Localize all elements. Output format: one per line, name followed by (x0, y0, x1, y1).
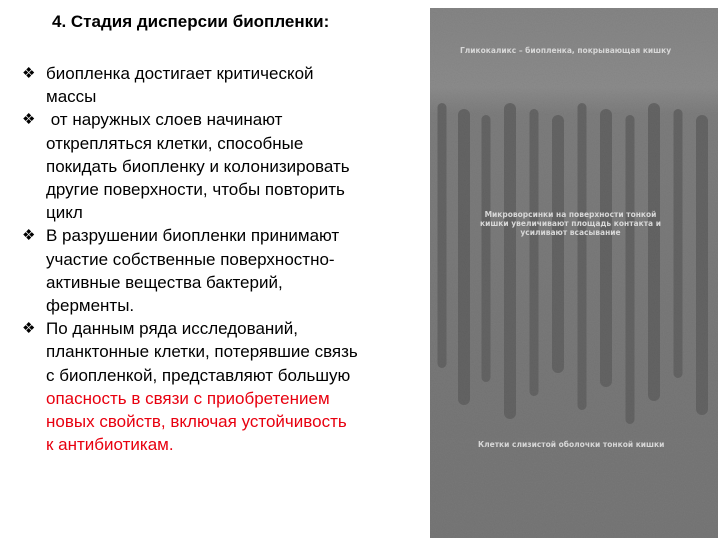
caption-microvilli: Микроворсинки на поверхности тонкой кишки увеличивают площадь контакта и усиливают всасывание (480, 210, 661, 237)
caption-glycocalyx: Гликокаликс – биопленка, покрывающая кишку (460, 46, 672, 55)
highlight-line: опасность в связи с приобретением (46, 388, 330, 408)
bullet-item (22, 317, 427, 456)
bullet-line: покидать биопленку и колонизировать (46, 156, 350, 176)
bullet-line: другие поверхности, чтобы повторить (46, 180, 345, 200)
bullet-line: планктонные клетки, потерявшие связь (46, 342, 358, 362)
bullet-line: открепляться клетки, способные (46, 133, 304, 153)
bullet-line: с биопленкой, представляют большую (46, 365, 351, 385)
bullet-item (22, 62, 427, 108)
slide-title: 4. Стадия дисперсии биопленки: (52, 12, 330, 31)
bullet-line: биопленка достигает критической (46, 64, 314, 83)
micrograph-image (430, 8, 718, 538)
diamond-bullet-icon: ❖ (22, 65, 36, 82)
bullet-line: цикл (46, 203, 83, 223)
diamond-bullet-icon: ❖ (22, 227, 36, 245)
highlight-line: новых свойств, включая устойчивость (46, 412, 347, 432)
bullet-line: массы (46, 87, 97, 107)
diamond-bullet-icon: ❖ (22, 320, 36, 338)
diamond-bullet-icon: ❖ (22, 111, 36, 129)
microvilli-micrograph (430, 8, 718, 538)
highlight-line: к антибиотикам. (46, 435, 174, 455)
caption-mucosa-cells: Клетки слизистой оболочки тонкой кишки (478, 440, 665, 449)
bullet-line: участие собственные поверхностно- (46, 249, 335, 269)
bullet-item (22, 224, 427, 317)
bullet-line: По данным ряда исследований, (46, 319, 299, 339)
bullet-line: активные вещества бактерий, (46, 272, 283, 292)
bullet-line: ферменты. (46, 296, 135, 316)
bullet-item (22, 108, 427, 224)
bullet-line: от наружных слоев начинают (46, 110, 283, 130)
bullet-line: В разрушении биопленки принимают (46, 226, 340, 246)
bullet-list (22, 62, 427, 456)
